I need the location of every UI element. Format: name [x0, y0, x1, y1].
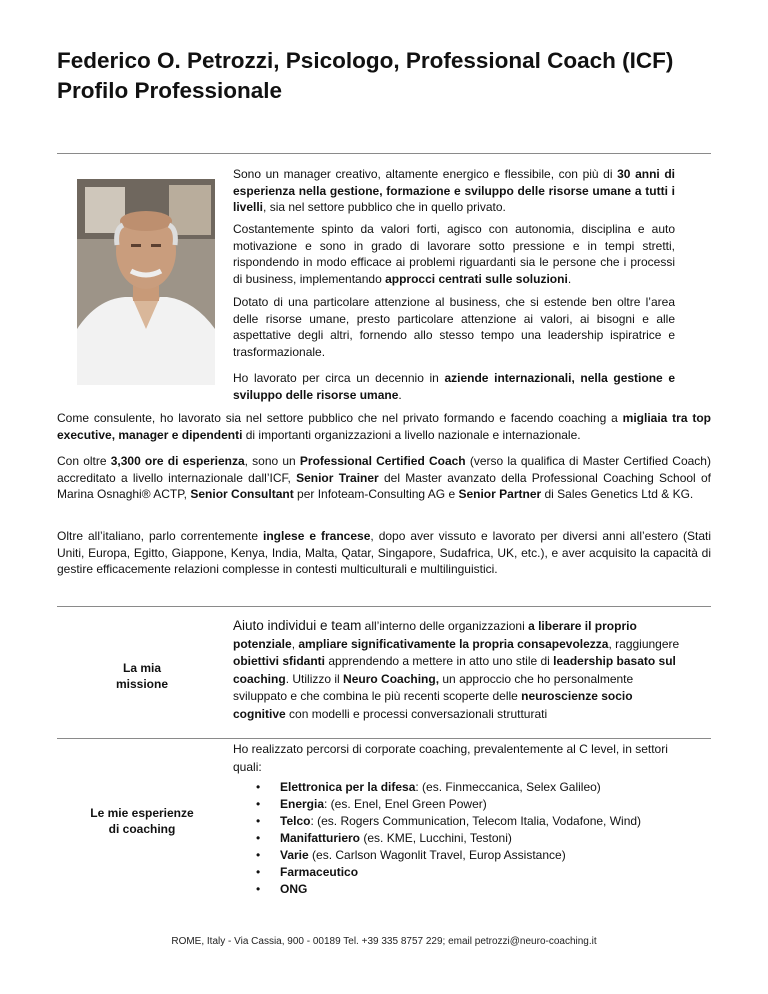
mission-label: La mia missione — [115, 661, 169, 691]
mission-top-divider — [57, 606, 711, 607]
intro-paragraph-1: Sono un manager creativo, altamente energico e flessibile, con più di 30 anni di esperienza nella gestione, formazione e sviluppo delle risorse umane a tutti i livelli, sia nel settore pubblico che in quello privato. — [233, 167, 675, 214]
list-item: • Telco: (es. Rogers Communication, Telecom Italia, Vodafone, Wind) — [256, 814, 642, 828]
intro-paragraph-4: Ho lavorato per circa un decennio in aziende internazionali, nella gestione e sviluppo delle risorse umane. — [233, 371, 676, 402]
list-item: • Farmaceutico — [256, 865, 359, 879]
footer-contact: ROME, Italy - Via Cassia, 900 - 00189 Tel. +39 335 8757 229; email petrozzi@neuro-coaching.it — [171, 936, 597, 947]
sectors-list — [256, 779, 641, 898]
list-item: • Manifatturiero (es. KME, Lucchini, Testoni) — [256, 831, 512, 845]
experience-top-divider — [57, 738, 711, 739]
top-divider — [57, 153, 711, 154]
experience-label: Le mie esperienze di coaching — [90, 806, 194, 836]
intro-paragraph-3: Dotato di una particolare attenzione al business, che si estende ben oltre l’area delle risorse umane, presto particolare attenzione ai valori, ai bisogni e alle aspettative degli altri, fornendo allo stesso tempo una leadership ispiratrice e trasformazionale. — [233, 295, 675, 359]
profile-photo — [77, 179, 215, 385]
credentials-paragraph: Con oltre 3,300 ore di esperienza, sono un Professional Certified Coach (verso la qualifica di Master Certified Coach) accreditato a livello internazionale dall’ICF, Senior Trainer del Master avanzato della Professional Coaching School of Marina Osnaghi® ACTP, Senior Consultant per Infoteam-Consulting AG e Senior Partner di Sales Genetics Ltd & KG. — [57, 454, 711, 501]
languages-paragraph: Oltre all’italiano, parlo correntemente inglese e francese, dopo aver vissuto e lavorato per diversi anni all’estero (Stati Uniti, Europa, Egitto, Giappone, Kenya, India, Malta, Qatar, Singapore, Sudafrica, UK, etc.), e aver acquisito la capacità di gestire efficacemente relazioni complesse in contesti multiculturali e multilinguistici. — [57, 529, 711, 576]
page-title — [57, 46, 737, 106]
title-line-2: Profilo Professionale — [57, 78, 283, 103]
list-item: • Energia: (es. Enel, Enel Green Power) — [256, 797, 487, 811]
consultant-paragraph: Come consulente, ho lavorato sia nel settore pubblico che nel privato formando e facendo coaching a migliaia tra top executive, manager e dipendenti di importanti organizzazioni a livello nazionale e internazionale. — [57, 411, 712, 442]
title-line-1: Federico O. Petrozzi, Psicologo, Professional Coach (ICF) — [57, 48, 674, 73]
mission-text: Aiuto individui e team all’interno delle organizzazioni a liberare il proprio potenziale, ampliare significativamente la propria consapevolezza, raggiungere obiettivi sfidanti apprendendo a mettere in atto uno stile di leadership basato sul coaching. Utilizzo il Neuro Coaching, un approccio che ho personalmente sviluppato e che combina le più recenti scoperte delle neuroscienze socio cognitive con modelli e processi conversazionali strutturati — [233, 618, 680, 721]
list-item: • ONG — [256, 882, 308, 896]
list-item: • Elettronica per la difesa: (es. Finmeccanica, Selex Galileo) — [256, 780, 601, 794]
intro-paragraph-2: Costantemente spinto da valori forti, agisco con autonomia, disciplina e auto motivazione e sono in grado di lavorare sotto pressione e in tempi stretti, rispondendo in modo efficace ai problemi riguardanti sia le persone che i processi di business, implementando approcci centrati sulle soluzioni. — [233, 222, 675, 286]
experience-intro: Ho realizzato percorsi di corporate coaching, prevalentemente al C level, in settori quali: — [233, 742, 668, 774]
list-item: • Varie (es. Carlson Wagonlit Travel, Europ Assistance) — [256, 848, 566, 862]
